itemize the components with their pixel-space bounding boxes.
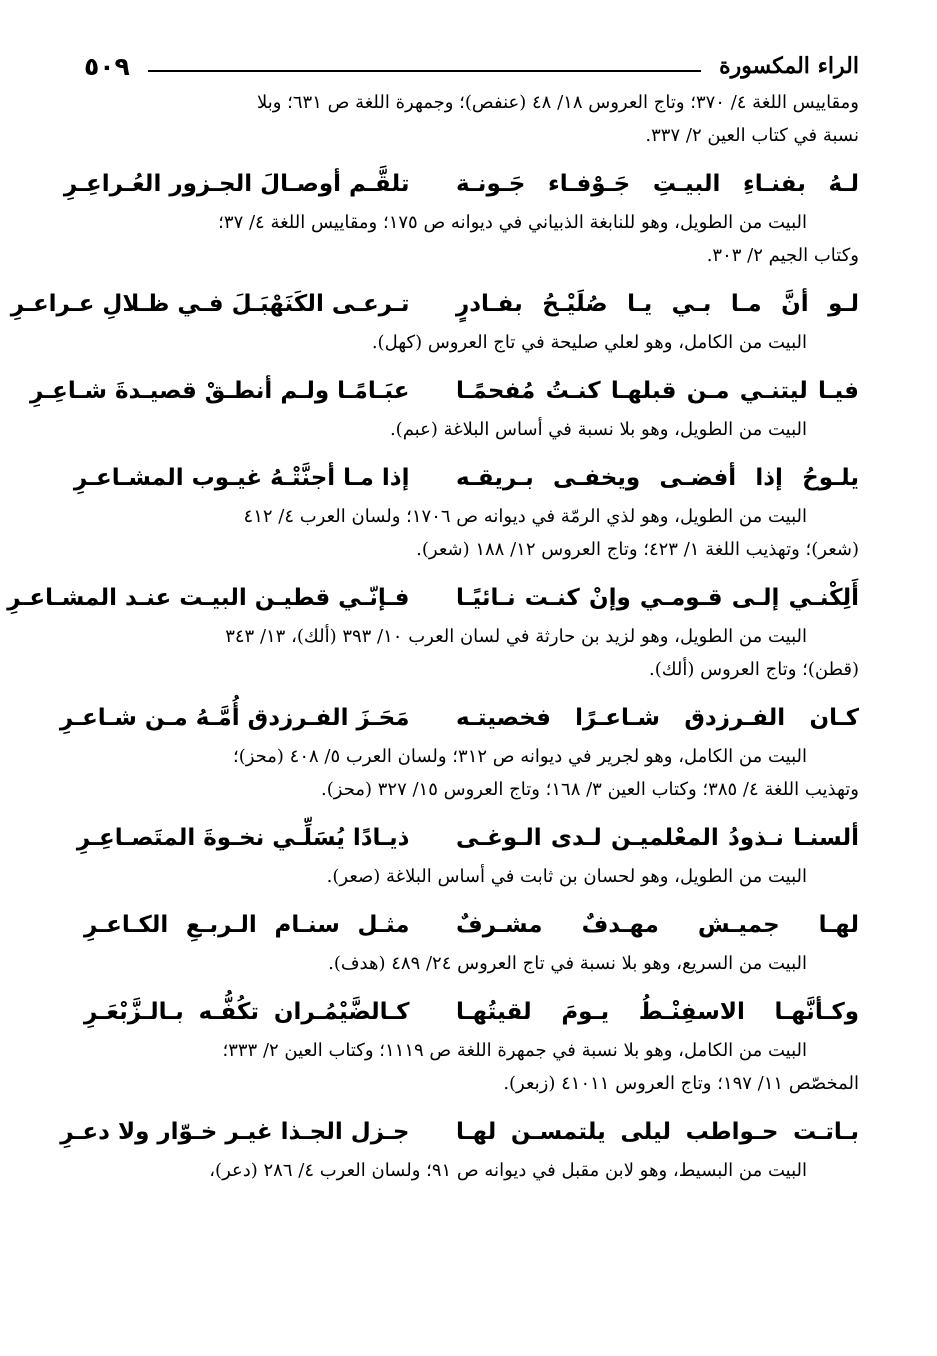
page-number: ٥٠٩ [84,51,130,81]
verse-10 [60,1106,859,1154]
verse-3 [29,365,859,413]
entry-4 [73,452,859,566]
verse-7 [76,812,859,860]
entry-2 [10,278,859,359]
entry-1 [63,158,859,272]
verse-6-second-hemistich: مَحَـزَ الفـرزدق أُمَّـهُ مـن شـاعـرِ [59,705,410,731]
top-note-line-2: نسبة في كتاب العين ٢/ ٣٣٧. [645,125,859,146]
entry-10 [60,1106,859,1187]
verse-3-second-hemistich: عبَـامًـا ولـم أنطـقْ قصيـدةَ شـاعِـرِ [29,378,410,404]
verse-9 [84,986,859,1034]
verse-2-second-hemistich: تـرعـى الكَنَهْبَـلَ فـي ظـلالِ عـراعـرِ [10,291,410,317]
verse-10-first-hemistich: بـاتـت حـواطب ليلى يلتمسـن لهـا [456,1119,859,1145]
verse-2-note-line-1: البيت من الكامل، وهو لعلي صليحة في تاج العروس (كهل). [371,332,807,353]
entry-6 [59,692,859,806]
verse-9-second-hemistich: كـالضَّيْمُـران تكُفُّـه بـالـزَّبْعَـرِ [84,999,410,1025]
verse-6-first-hemistich: كـان الفـرزدق شـاعـرًا فخصيتـه [456,705,859,731]
verse-6-note-line-2: وتهذيب اللغة ٤/ ٣٨٥؛ وكتاب العين ٣/ ١٦٨؛ وتاج العروس ١٥/ ٣٢٧ (محز). [321,779,859,800]
entry-7 [76,812,859,893]
verse-9-note-line-2: المخصّص ١١/ ١٩٧؛ وتاج العروس ٤١٠١١ (زبعر). [503,1073,859,1094]
verse-8-second-hemistich: مثـل سنـام الـربـعِ الكـاعـرِ [84,912,410,938]
page-body [7,86,859,1187]
verse-5-note-line-1: البيت من الطويل، وهو لزيد بن حارثة في لسان العرب ١٠/ ٣٩٣ (ألك)، ١٣/ ٣٤٣ [225,626,807,647]
verse-6 [59,692,859,740]
verse-1-first-hemistich: لـهُ بفنـاءِ البيـتِ جَـوْفـاء جَـونـة [456,171,859,197]
verse-1 [63,158,859,206]
entry-3 [29,365,859,446]
verse-8-note-line-1: البيت من السريع، وهو بلا نسبة في تاج العروس ٢٤/ ٤٨٩ (هدف). [328,953,807,974]
verse-9-note-line-1: البيت من الكامل، وهو بلا نسبة في جمهرة اللغة ص ١١١٩؛ وكتاب العين ٢/ ٣٣٣؛ [222,1040,807,1061]
header-rule [148,70,701,72]
verse-2-first-hemistich: لـو أنَّ مـا بـي يـا صُلَيْـحُ بفـادرٍ [456,291,859,317]
verse-10-second-hemistich: جـزل الجـذا غيـر خـوّار ولا دعـرِ [60,1119,410,1145]
verse-7-first-hemistich: ألسنـا نـذودُ المعْلميـن لـدى الـوغـى [456,825,859,851]
verse-5 [7,572,859,620]
verse-4-note-line-2: (شعر)؛ وتهذيب اللغة ١/ ٤٢٣؛ وتاج العروس ١٢/ ١٨٨ (شعر). [416,539,859,560]
verse-5-second-hemistich: فـإنّـي قطيـن البيـت عنـد المشـاعـرِ [7,585,410,611]
verse-1-note-line-2: وكتاب الجيم ٢/ ٣٠٣. [706,245,859,266]
verse-5-first-hemistich: أَلِكْنـي إلـى قـومـي وإنْ كنـت نـائيًـا [456,585,859,611]
verse-4-note-line-1: البيت من الطويل، وهو لذي الرمّة في ديوانه ص ١٧٠٦؛ ولسان العرب ٤/ ٤١٢ [243,506,807,527]
verse-10-note-line-1: البيت من البسيط، وهو لابن مقبل في ديوانه ص ٩١؛ ولسان العرب ٤/ ٢٨٦ (دعر)، [209,1160,807,1181]
verse-5-note-line-2: (قطن)؛ وتاج العروس (ألك). [649,659,859,680]
verse-1-second-hemistich: تلقَّـم أوصـالَ الجـزور العُـراعِـرِ [63,171,410,197]
verse-8-first-hemistich: لهـا جميـش مهـدفٌ مشـرفٌ [456,912,859,938]
verse-1-note-line-1: البيت من الطويل، وهو للنابغة الذبياني في ديوانه ص ١٧٥؛ ومقاييس اللغة ٤/ ٣٧؛ [218,212,807,233]
entry-8 [84,899,859,980]
entry-5 [7,572,859,686]
verse-9-first-hemistich: وكـأنَّهـا الاسفِنْـطُ يـومَ لقيتُهـا [456,999,859,1025]
verse-7-note-line-1: البيت من الطويل، وهو لحسان بن ثابت في أساس البلاغة (صعر). [326,866,807,887]
verse-6-note-line-1: البيت من الكامل، وهو لجرير في ديوانه ص ٣١٢؛ ولسان العرب ٥/ ٤٠٨ (محز)؛ [232,746,807,767]
page-header [84,46,859,86]
verse-8 [84,899,859,947]
verse-3-note-line-1: البيت من الطويل، وهو بلا نسبة في أساس البلاغة (عبم). [389,419,807,440]
verse-7-second-hemistich: ذيـادًا يُسَلِّـي نخـوةَ المتَصـاعِـرِ [76,825,410,851]
entry-9 [84,986,859,1100]
verse-4 [73,452,859,500]
verse-2 [10,278,859,326]
verse-4-first-hemistich: يلـوحُ إذا أفضـى ويخفـى بـريقـه [456,465,859,491]
running-title: الراء المكسورة [719,53,859,79]
verse-4-second-hemistich: إذا مـا أجنَّتْـهُ غيـوب المشـاعـرِ [73,465,410,491]
top-note-line-1: ومقاييس اللغة ٤/ ٣٧٠؛ وتاج العروس ١٨/ ٤٨ (عنفص)؛ وجمهرة اللغة ص ٦٣١؛ وبلا [256,92,859,113]
verse-3-first-hemistich: فيـا ليتنـي مـن قبلهـا كنـتُ مُفحمًـا [456,378,859,404]
